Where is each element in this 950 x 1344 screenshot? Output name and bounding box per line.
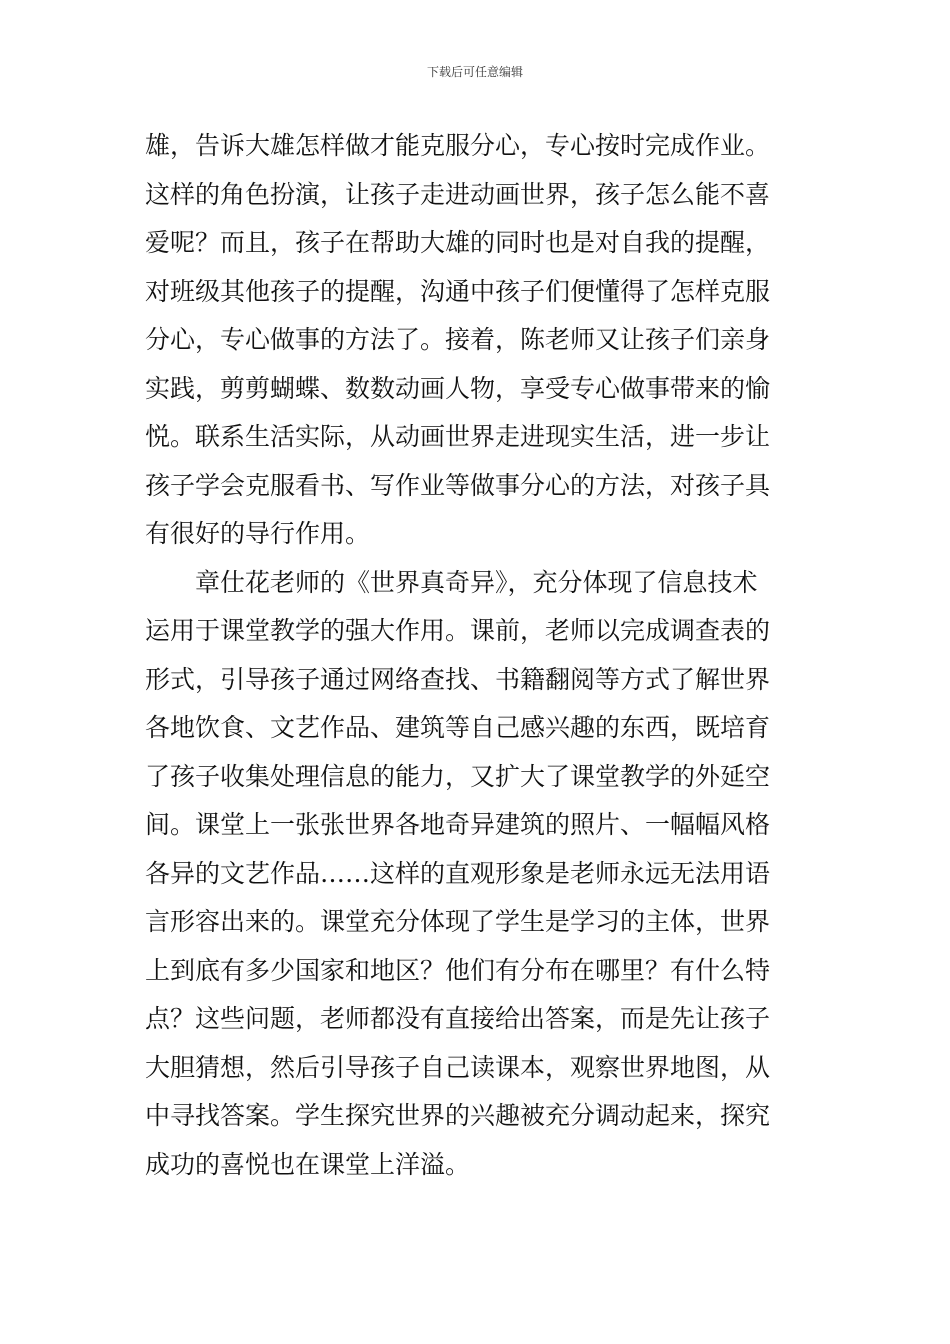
- paragraph-1: [145, 122, 825, 559]
- text-line: 爱呢？而且，孩子在帮助大雄的同时也是对自我的提醒，: [145, 228, 771, 257]
- text-line: 分心，专心做事的方法了。接着，陈老师又让孩子们亲身: [145, 325, 771, 354]
- text-line: 对班级其他孩子的提醒，沟通中孩子们便懂得了怎样克服: [145, 276, 771, 306]
- text-line: 各地饮食、文艺作品、建筑等自己感兴趣的东西，既培育: [145, 713, 771, 742]
- text-line: 点？这些问题，老师都没有直接给出答案，而是先让孩子: [145, 1004, 771, 1033]
- text-line: 这样的角色扮演，让孩子走进动画世界，孩子怎么能不喜: [145, 179, 771, 209]
- text-line: 间。课堂上一张张世界各地奇异建筑的照片、一幅幅风格: [145, 810, 771, 839]
- text-line: 形式，引导孩子通过网络查找、书籍翻阅等方式了解世界: [145, 664, 771, 694]
- text-line: 运用于课堂教学的强大作用。课前，老师以完成调查表的: [145, 616, 771, 645]
- text-line: 章仕花老师的《世界真奇异》，充分体现了信息技术: [145, 567, 758, 597]
- text-line: 大胆猜想，然后引导孩子自己读课本，观察世界地图，从: [145, 1052, 771, 1082]
- page-header-note: 下载后可任意编辑: [426, 65, 523, 79]
- text-line: 雄，告诉大雄怎样做才能克服分心，专心按时完成作业。: [145, 131, 771, 160]
- text-line: 孩子学会克服看书、写作业等做事分心的方法，对孩子具: [145, 470, 771, 500]
- paragraph-2: [145, 559, 825, 1190]
- text-line: 言形容出来的。课堂充分体现了学生是学习的主体，世界: [145, 907, 771, 936]
- text-line: 有很好的导行作用。: [145, 519, 371, 548]
- text-line: 成功的喜悦也在课堂上洋溢。: [145, 1149, 471, 1179]
- text-line: 悦。联系生活实际，从动画世界走进现实生活，进一步让: [145, 422, 771, 451]
- text-line: 各异的文艺作品……这样的直观形象是老师永远无法用语: [145, 858, 771, 888]
- document-body: [145, 122, 825, 1189]
- text-line: 上到底有多少国家和地区？他们有分布在哪里？有什么特: [145, 955, 771, 985]
- text-line: 了孩子收集处理信息的能力，又扩大了课堂教学的外延空: [145, 761, 771, 791]
- text-line: 中寻找答案。学生探究世界的兴趣被充分调动起来，探究: [145, 1101, 771, 1130]
- text-line: 实践，剪剪蝴蝶、数数动画人物，享受专心做事带来的愉: [145, 373, 771, 403]
